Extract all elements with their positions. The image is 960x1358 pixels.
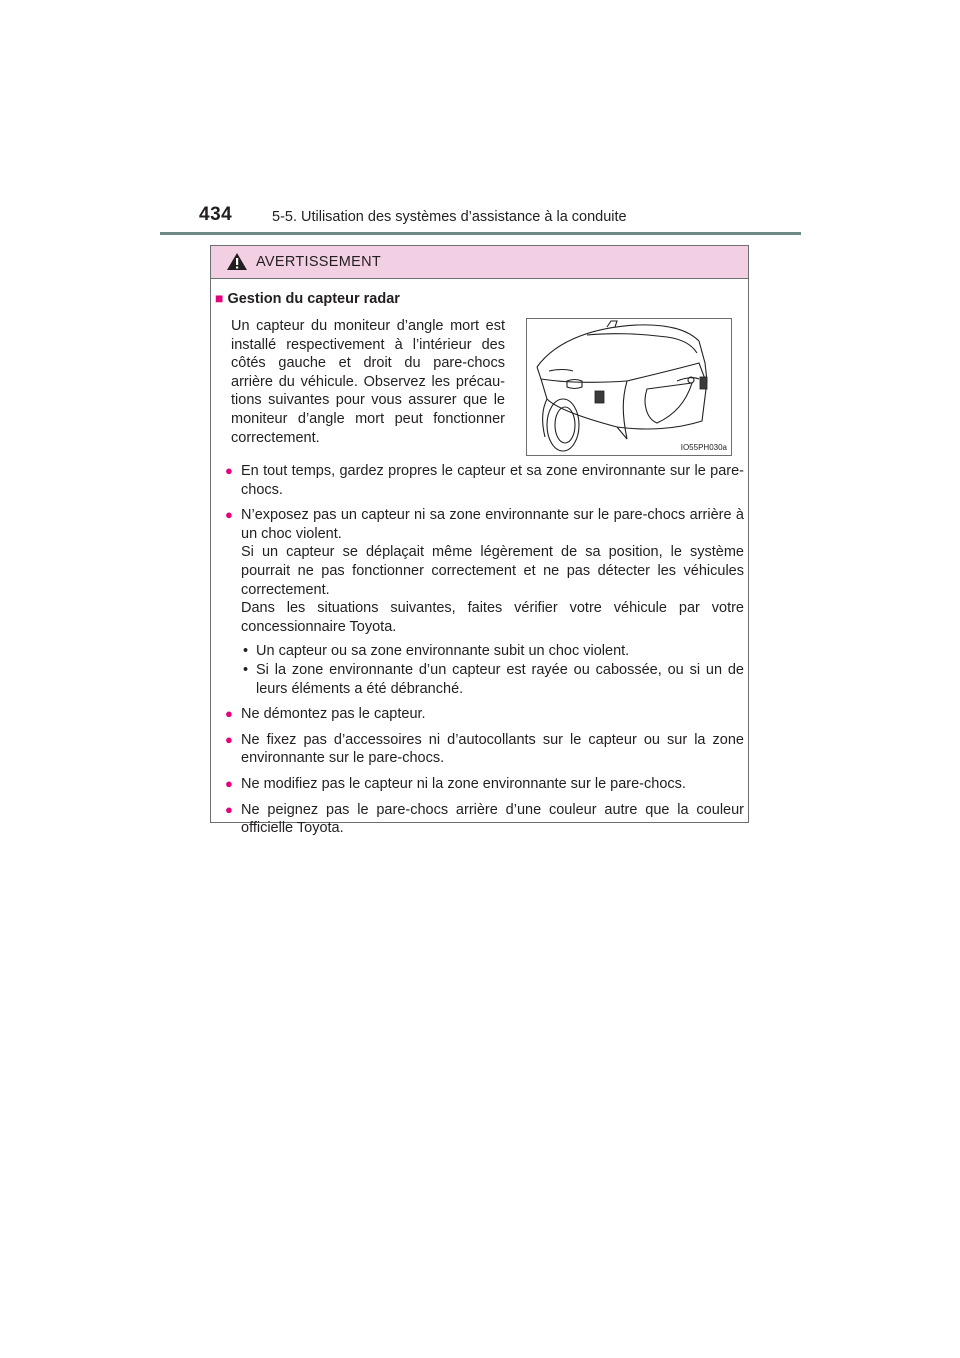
list-item-text: Dans les situations suivantes, faites vérifier votre véhicule par votre concessionnaire Toyota. xyxy=(241,600,744,635)
precaution-list xyxy=(225,462,744,845)
square-bullet-icon: ■ xyxy=(215,290,224,306)
warning-triangle-icon xyxy=(226,252,248,271)
list-item xyxy=(225,506,744,698)
round-bullet-icon: ● xyxy=(225,731,233,747)
round-bullet-icon: ● xyxy=(225,801,233,817)
list-item xyxy=(225,801,744,838)
section-heading xyxy=(215,290,400,307)
small-bullet-icon: • xyxy=(243,643,249,660)
round-bullet-icon: ● xyxy=(225,463,233,478)
warning-heading: AVERTISSEMENT xyxy=(256,254,382,270)
list-item xyxy=(225,731,744,768)
list-item-text: Ne fixez pas d’accessoires ni d’autocollants sur le capteur ou sur la zone environnante sur le pare-chocs. xyxy=(241,731,744,767)
list-item-text: Ne modifiez pas le capteur ni la zone environnante sur le pare-chocs. xyxy=(241,775,686,792)
list-item-text: En tout temps, gardez propres le capteur et sa zone environnante sur le pare-chocs. xyxy=(241,463,744,498)
car-rear-sensor-icon xyxy=(527,319,731,455)
section-title: Gestion du capteur radar xyxy=(227,291,400,307)
list-item-text: Si un capteur se déplaçait même légèrement de sa position, le système pourrait ne pas fonctionner correctement et ne pas détecter les véhicules correctement. xyxy=(241,544,744,598)
round-bullet-icon: ● xyxy=(225,706,233,722)
warning-header xyxy=(211,246,748,279)
sub-list-item-text: Si la zone environnante d’un capteur est rayée ou cabossée, ou si un de leurs éléments a été débranché. xyxy=(256,661,744,697)
round-bullet-icon: ● xyxy=(225,775,233,791)
intro-paragraph: Un capteur du moniteur d’angle mort est installé respectivement à l’intérieur des côtés gauche et droit du pare-chocs arrière du véhicule. Observez les précau-tions suivantes pour vous assurer que le moniteur d’angle mort peut fonctionner correctement. xyxy=(231,318,505,446)
list-item xyxy=(225,775,744,794)
list-item xyxy=(225,705,744,724)
figure-code: IO55PH030a xyxy=(680,443,727,452)
header-rule xyxy=(160,232,801,235)
list-item xyxy=(225,462,744,499)
list-item-text: Ne démontez pas le capteur. xyxy=(241,706,426,723)
list-item-text: N’exposez pas un capteur ni sa zone environnante sur le pare-chocs arrière à un choc violent. xyxy=(241,507,744,542)
page-number: 434 xyxy=(199,204,233,225)
warning-box xyxy=(210,245,749,837)
list-item-text: Ne peignez pas le pare-chocs arrière d’une couleur autre que la couleur officielle Toyota. xyxy=(241,801,744,837)
sub-list-item xyxy=(241,661,744,698)
chapter-title: 5-5. Utilisation des systèmes d’assistance à la conduite xyxy=(272,209,627,225)
round-bullet-icon: ● xyxy=(225,507,233,523)
sub-list-item xyxy=(241,642,744,661)
sub-list xyxy=(241,642,744,698)
rear-car-illustration xyxy=(526,318,732,456)
sub-list-item-text: Un capteur ou sa zone environnante subit un choc violent. xyxy=(256,643,630,660)
small-bullet-icon: • xyxy=(243,661,249,678)
